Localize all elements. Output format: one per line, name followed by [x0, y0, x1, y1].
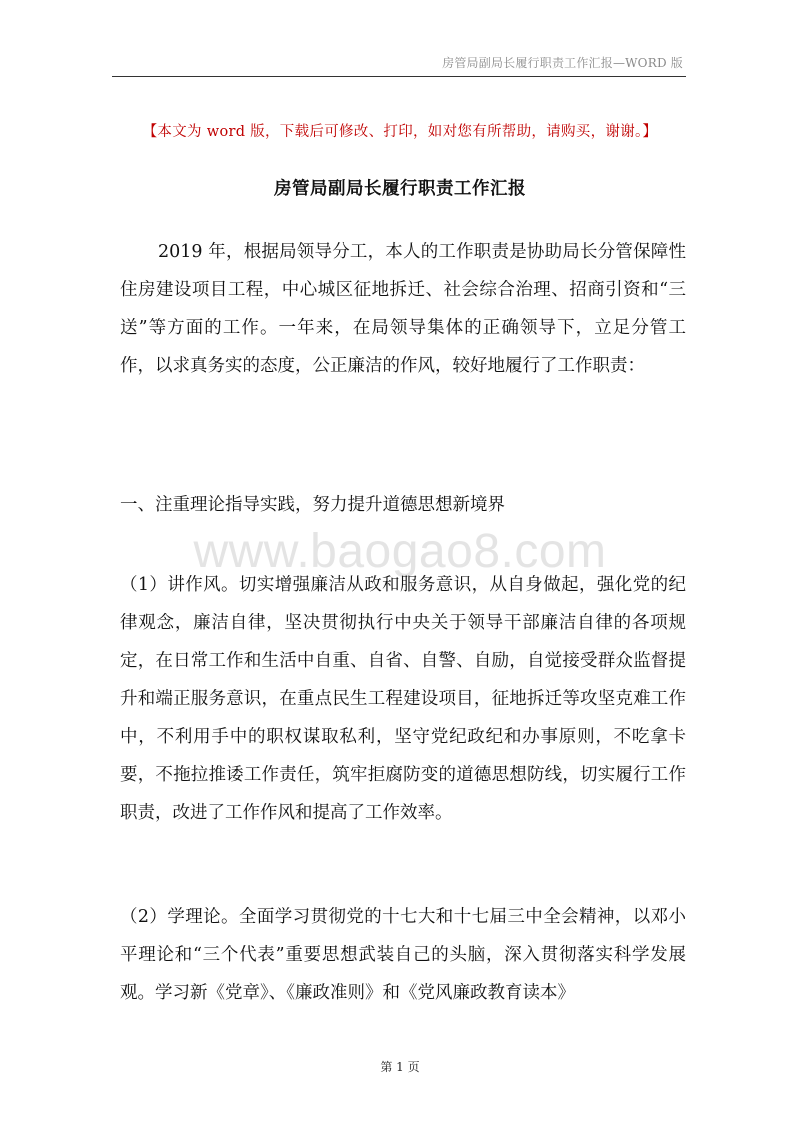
page-number: 第 1 页	[380, 1060, 420, 1074]
paragraph-conduct: （1）讲作风。切实增强廉洁从政和服务意识，从自身做起，强化党的纪律观念，廉洁自律，坚决贯彻执行中央关于领导干部廉洁自律的各项规定，在日常工作和生活中自重、自省、自警、自励，自觉接受群众监督提升和端正服务意识，在重点民生工程建设项目，征地拆迁等攻坚克难工作中，不利用手中的职权谋取私利，坚守党纪政纪和办事原则，不吃拿卡要，不拖拉推诿工作责任，筑牢拒腐防变的道德思想防线，切实履行工作职责，改进了工作作风和提高了工作效率。	[120, 575, 686, 823]
purchase-notice: 【本文为 word 版，下载后可修改、打印，如对您有所帮助，请购买，谢谢。】	[142, 124, 658, 140]
paragraph-theory: （2）学理论。全面学习贯彻党的十七大和十七届三中全会精神，以邓小平理论和“三个代表”重要思想武装自己的头脑，深入贯彻落实科学发展观。学习新《党章》、《廉政准则》和《党风廉政教育读本》	[120, 907, 686, 1003]
running-header: 房管局副局长履行职责工作汇报—WORD 版	[442, 56, 683, 70]
intro-paragraph: 2019 年，根据局领导分工，本人的工作职责是协助局长分管保障性住房建设项目工程，中心城区征地拆迁、社会综合治理、招商引资和“三送”等方面的工作。一年来，在局领导集体的正确领导下，立足分管工作，以求真务实的态度，公正廉洁的作风，较好地履行了工作职责：	[120, 242, 686, 376]
section-heading-1: 一、注重理论指导实践，努力提升道德思想新境界	[120, 495, 505, 515]
watermark-text: www.baogao8.com	[193, 525, 607, 578]
header-divider	[112, 76, 686, 77]
document-title: 房管局副局长履行职责工作汇报	[274, 179, 526, 199]
